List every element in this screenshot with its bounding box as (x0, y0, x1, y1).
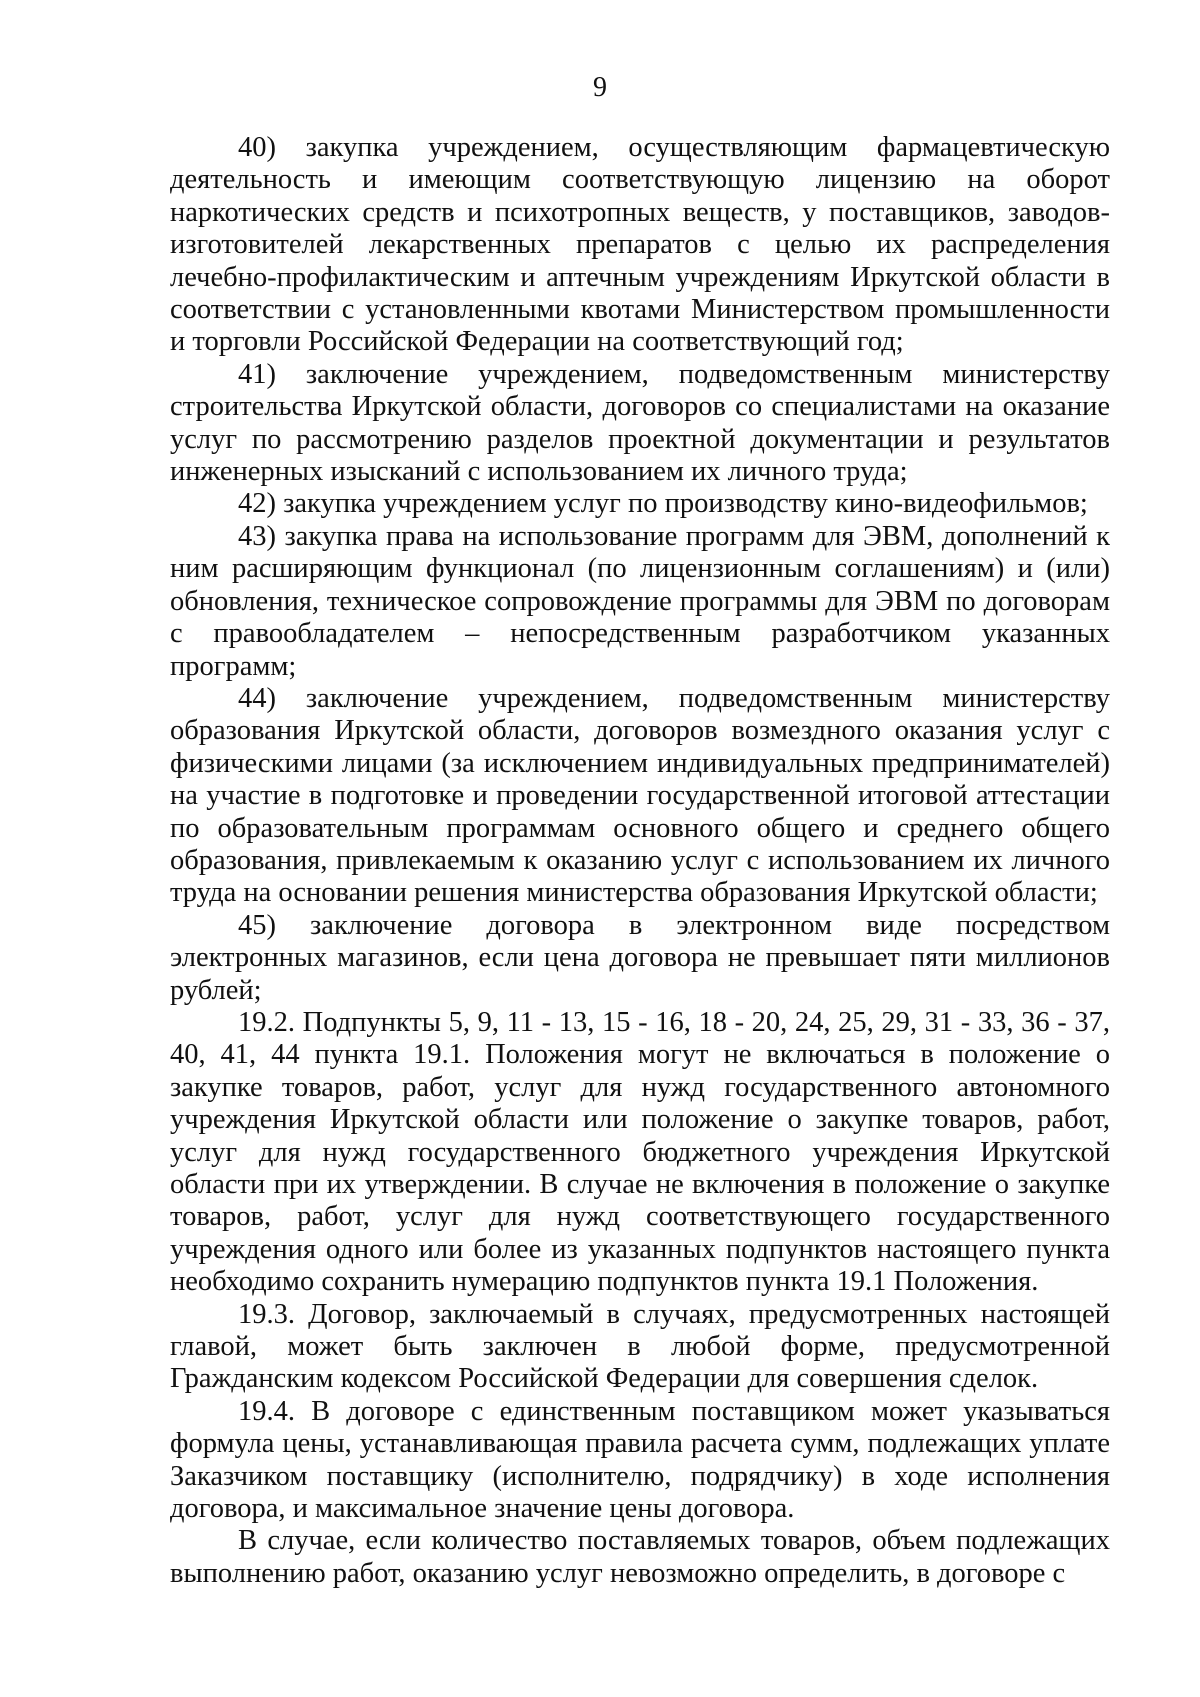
paragraph-item-42: 42) закупка учреждением услуг по производству кино-видеофильмов; (238, 488, 1088, 520)
paragraph-clause-19-2: 19.2. Подпункты 5, 9, 11 - 13, 15 - 16, 18 - 20, 24, 25, 29, 31 - 33, 36 - 37, 40, 41, 44 пункта 19.1. Положения могут не включаться в положение о закупке товаров, работ, услуг для нужд государственного автономного учреждения Иркутской области или положение о закупке товаров, работ, услуг для нужд государственного бюджетного учреждения Иркутской области при их утверждении. В случае не включения в положение о закупке товаров, работ, услуг для нужд соответствующего государственного учреждения одного или более из указанных подпунктов настоящего пункта необходимо сохранить нумерацию подпунктов пункта 19.1 Положения. (170, 1006, 1110, 1298)
paragraph-item-43: 43) закупка права на использование программ для ЭВМ, дополнений к ним расширяющим функционал (по лицензионным соглашениям) и (или) обновления, техническое сопровождение программы для ЭВМ по договорам с правообладателем – непосредственным разработчиком указанных программ; (170, 520, 1110, 682)
paragraph-item-45: 45) заключение договора в электронном виде посредством электронных магазинов, если цена договора не превышает пяти миллионов рублей; (170, 909, 1110, 1006)
paragraph-item-40: 40) закупка учреждением, осуществляющим фармацевтическую деятельность и имеющим соответствующую лицензию на оборот наркотических средств и психотропных веществ, у поставщиков, заводов-изготовителей лекарственных препаратов с целью их распределения лечебно-профилактическим и аптечным учреждениям Иркутской области в соответствии с установленными квотами Министерством промышленности и торговли Российской Федерации на соответствующий год; (170, 132, 1110, 358)
document-body (170, 132, 1110, 1590)
paragraph-clause-19-4: 19.4. В договоре с единственным поставщиком может указываться формула цены, устанавливающая правила расчета сумм, подлежащих уплате Заказчиком поставщику (исполнителю, подрядчику) в ходе исполнения договора, и максимальное значение цены договора. (170, 1395, 1110, 1525)
paragraph-item-41: 41) заключение учреждением, подведомственным министерству строительства Иркутской области, договоров со специалистами на оказание услуг по рассмотрению разделов проектной документации и результатов инженерных изысканий с использованием их личного труда; (170, 358, 1110, 488)
paragraph-item-44: 44) заключение учреждением, подведомственным министерству образования Иркутской области, договоров возмездного оказания услуг с физическими лицами (за исключением индивидуальных предпринимателей) на участие в подготовке и проведении государственной итоговой аттестации по образовательным программам основного общего и среднего общего образования, привлекаемым к оказанию услуг с использованием их личного труда на основании решения министерства образования Иркутской области; (170, 682, 1110, 909)
page-number: 9 (593, 72, 607, 103)
paragraph-continuation: В случае, если количество поставляемых товаров, объем подлежащих выполнению работ, оказанию услуг невозможно определить, в договоре с (170, 1525, 1110, 1589)
paragraph-clause-19-3: 19.3. Договор, заключаемый в случаях, предусмотренных настоящей главой, может быть заключен в любой форме, предусмотренной Гражданским кодексом Российской Федерации для совершения сделок. (170, 1298, 1110, 1395)
